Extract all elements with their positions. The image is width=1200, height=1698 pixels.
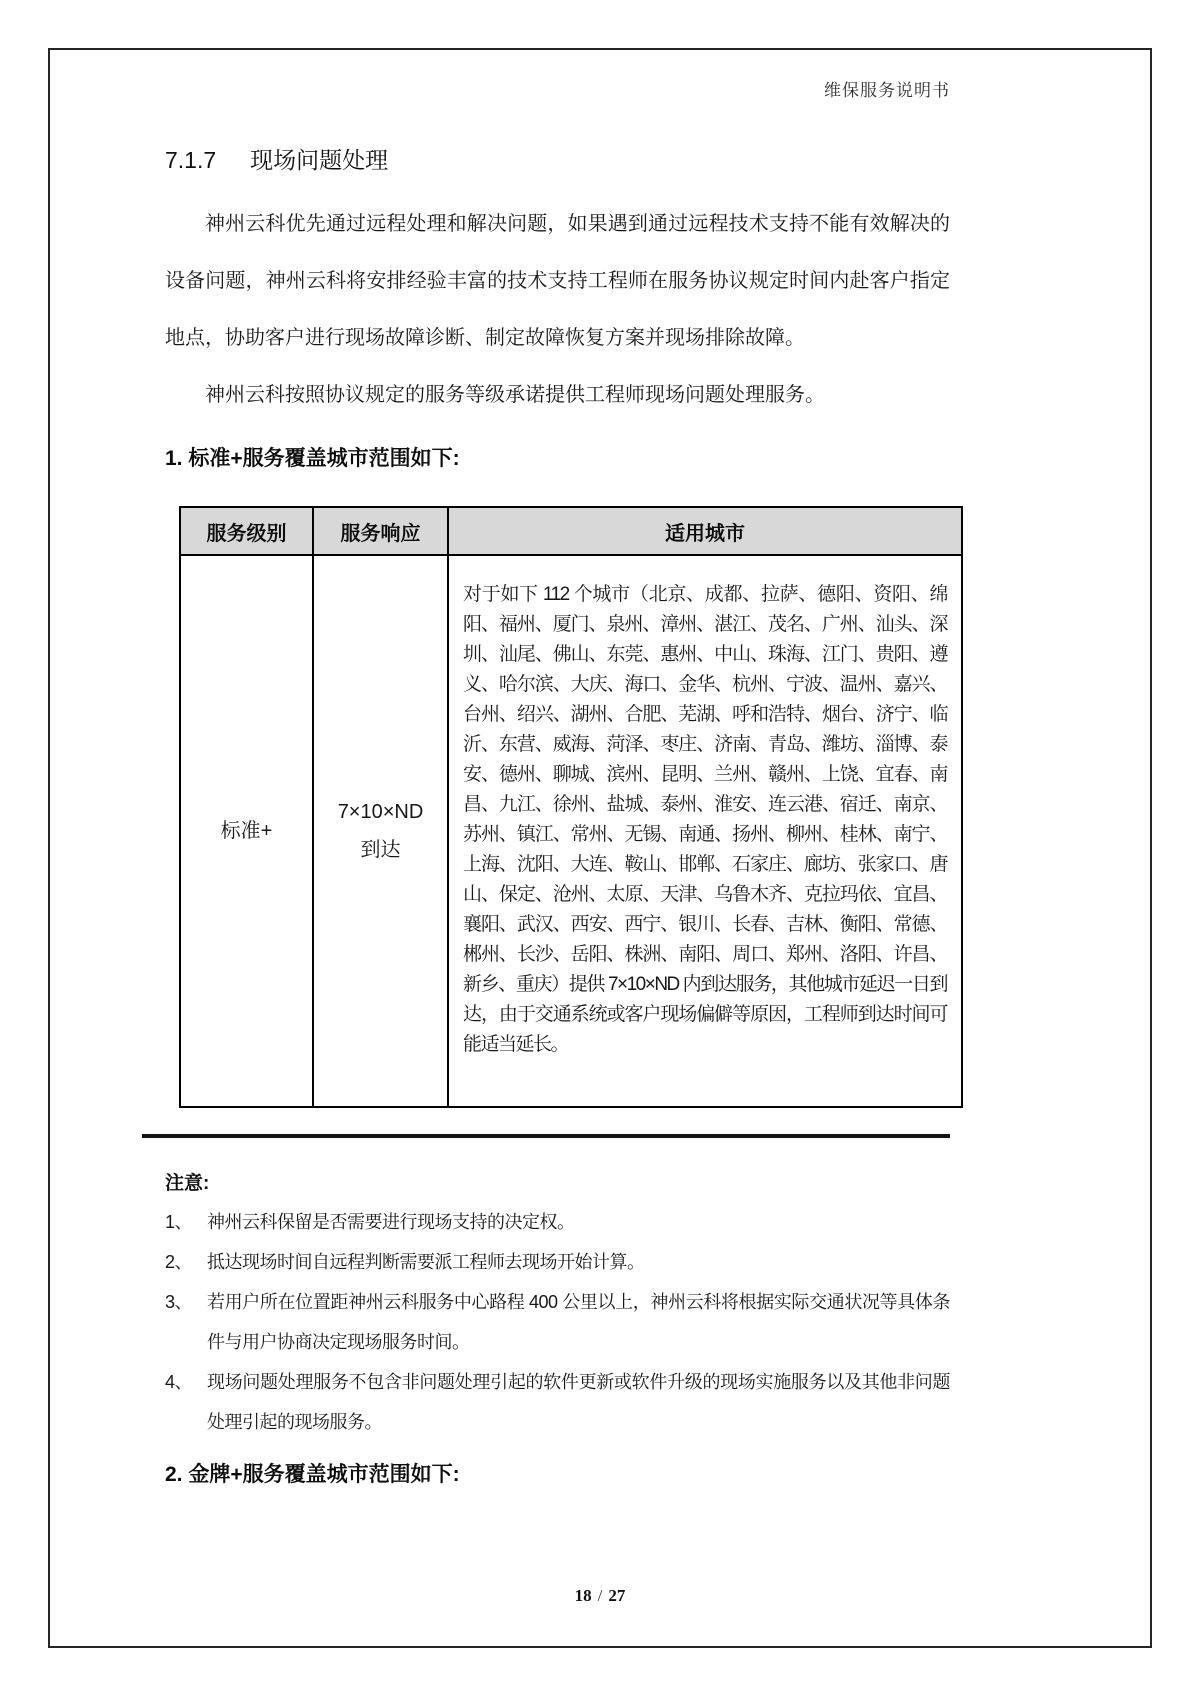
page-footer (50, 1586, 1150, 1606)
applicable-cities-cell: 对于如下 112 个城市（北京、成都、拉萨、德阳、资阳、绵阳、福州、厦门、泉州、漳州、湛江、茂名、广州、汕头、深圳、汕尾、佛山、东莞、惠州、中山、珠海、江门、贵阳、遵义、哈尔滨、大庆、海口、金华、杭州、宁波、温州、嘉兴、台州、绍兴、湖州、合肥、芜湖、呼和浩特、烟台、济宁、临沂、东营、威海、菏泽、枣庄、济南、青岛、潍坊、淄博、泰安、德州、聊城、滨州、昆明、兰州、赣州、上饶、宜春、南昌、九江、徐州、盐城、泰州、淮安、连云港、宿迁、南京、苏州、镇江、常州、无锡、南通、扬州、柳州、桂林、南宁、上海、沈阳、大连、鞍山、邯郸、石家庄、廊坊、张家口、唐山、保定、沧州、太原、天津、乌鲁木齐、克拉玛依、宜昌、襄阳、武汉、西安、西宁、银川、长春、吉林、衡阳、常德、郴州、长沙、岳阳、株洲、南阳、周口、郑州、洛阳、许昌、新乡、重庆）提供 7×10×ND 内到达服务，其他城市延迟一日到达，由于交通系统或客户现场偏僻等原因，工程师到达时间可能适当延长。 (448, 555, 962, 1107)
section-number: 7.1.7 (165, 147, 217, 173)
section-title: 现场问题处理 (250, 147, 389, 173)
note-item (165, 1202, 950, 1242)
doc-header-title: 维保服务说明书 (824, 81, 950, 100)
note-item (165, 1242, 950, 1282)
column-header-applicable-cities: 适用城市 (448, 507, 962, 555)
page-number-separator: / (597, 1586, 603, 1605)
notes-list (165, 1202, 950, 1442)
note-text: 若用户所在位置距神州云科服务中心路程 400 公里以上，神州云科将根据实际交通状况等具体条件与用户协商决定现场服务时间。 (207, 1292, 950, 1352)
service-coverage-table (179, 506, 963, 1108)
service-level-cell: 标准+ (180, 555, 313, 1107)
page-number-total: 27 (608, 1586, 626, 1605)
note-text: 抵达现场时间自远程判断需要派工程师去现场开始计算。 (207, 1252, 645, 1272)
notes-heading: 注意: (165, 1173, 210, 1194)
table-row (180, 555, 962, 1107)
column-header-service-response: 服务响应 (313, 507, 448, 555)
service-response-cell (313, 555, 448, 1107)
horizontal-rule (142, 1134, 950, 1138)
page-number-current: 18 (574, 1586, 592, 1605)
note-text: 神州云科保留是否需要进行现场支持的决定权。 (207, 1212, 575, 1232)
section-heading (165, 142, 950, 174)
table-header-row (180, 507, 962, 555)
service-response-line2: 到达 (360, 839, 401, 861)
paragraph-remote-handling: 神州云科优先通过远程处理和解决问题，如果遇到通过远程技术支持不能有效解决的设备问题，神州云科将安排经验丰富的技术支持工程师在服务协议规定时间内赴客户指定地点，协助客户进行现场故障诊断、制定故障恢复方案并现场排除故障。 (165, 213, 950, 349)
service-response-line1: 7×10×ND (337, 801, 424, 823)
note-text: 现场问题处理服务不包含非问题处理引起的软件更新或软件升级的现场实施服务以及其他非问题处理引起的现场服务。 (207, 1372, 950, 1432)
column-header-service-level: 服务级别 (180, 507, 313, 555)
note-number: 4、 (165, 1372, 193, 1392)
note-number: 1、 (165, 1212, 193, 1232)
heading-gold-plus-coverage: 2. 金牌+服务覆盖城市范围如下: (165, 1463, 460, 1486)
page-border-frame (48, 48, 1152, 1648)
paragraph-service-level-commitment: 神州云科按照协议规定的服务等级承诺提供工程师现场问题处理服务。 (205, 384, 825, 406)
page-content (165, 50, 950, 1488)
note-item (165, 1282, 950, 1362)
note-number: 2、 (165, 1252, 193, 1272)
note-number: 3、 (165, 1292, 193, 1312)
note-item (165, 1362, 950, 1442)
heading-standard-plus-coverage: 1. 标准+服务覆盖城市范围如下: (165, 447, 460, 470)
